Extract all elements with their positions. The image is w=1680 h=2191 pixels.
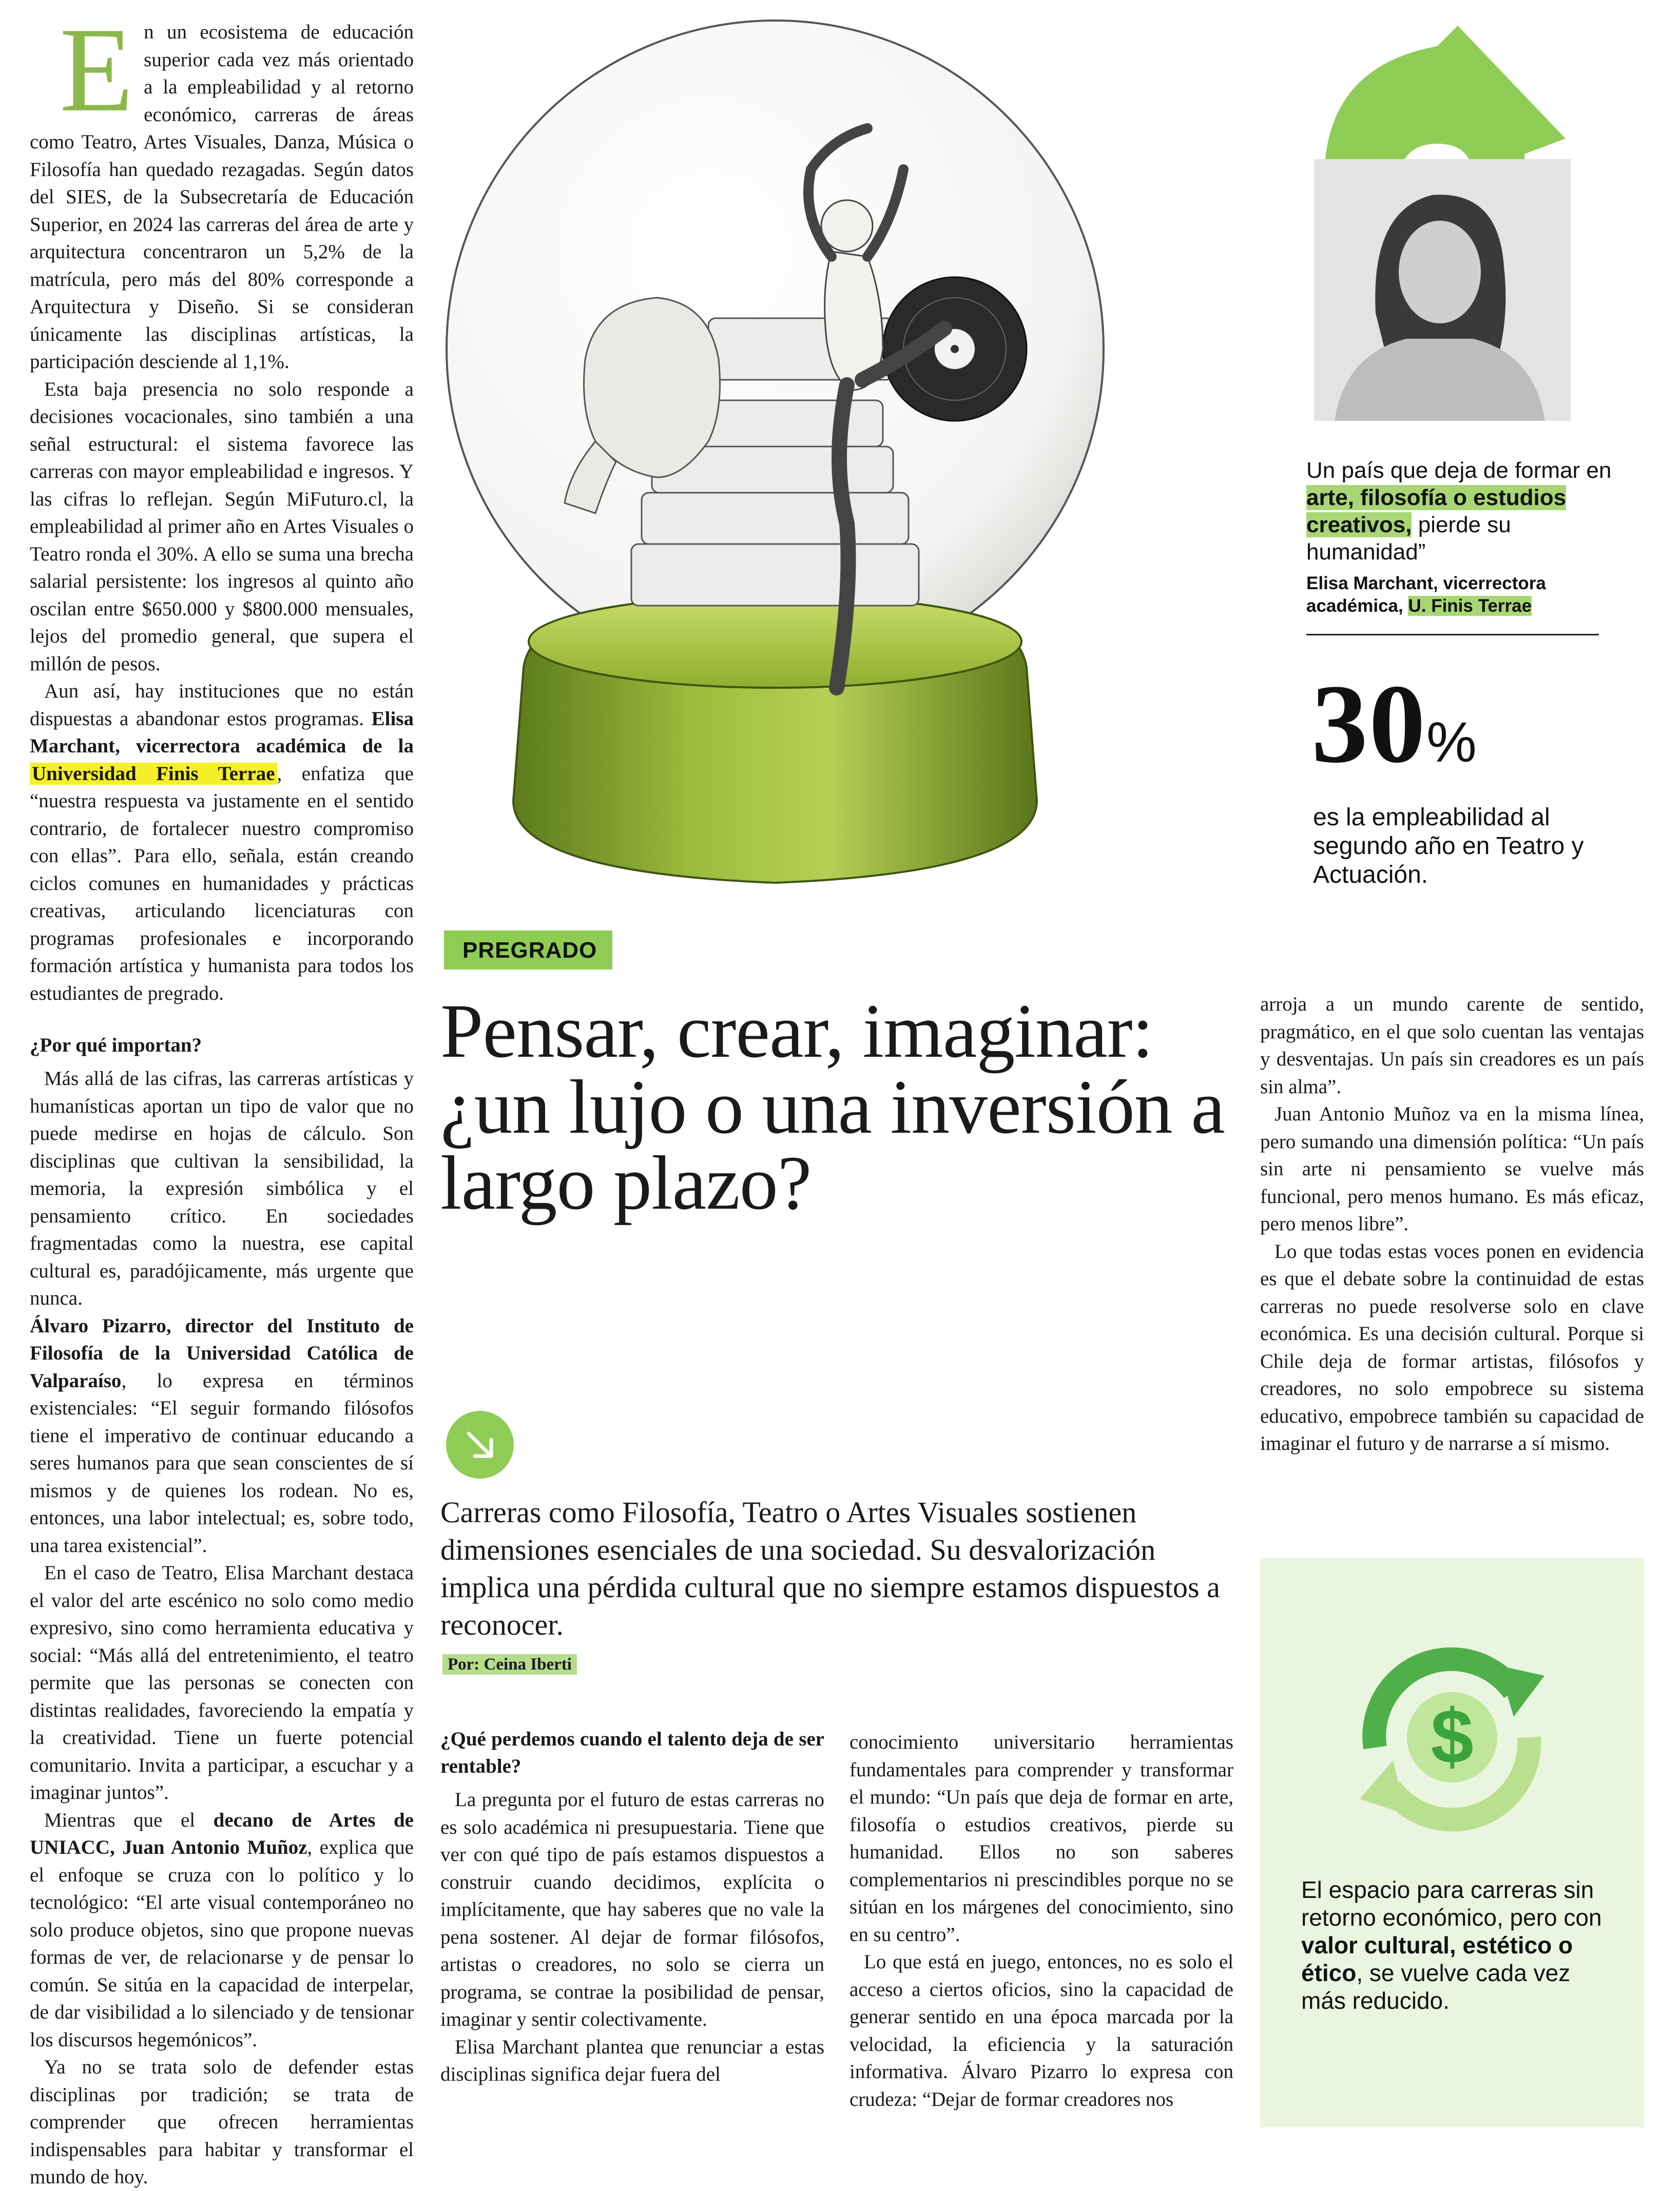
quote-attr-org: U. Finis Terrae [1408,596,1532,616]
col2-paragraph-1: La pregunta por el futuro de estas carreras no es solo académica ni presupuestaria. Tiene que ver con qué tipo de país estamos dispuestos a construir cuando decidimos, explícita o implícitamente, que hay saberes que no vale la pena sostener. Al dejar de formar filósofos, artistas o creadores, no solo se cierra un programa, se contrae la posibilidad de pensar, imaginar y sentir colectivamente. [440,1789,824,2030]
dek-summary: Carreras como Filosofía, Teatro o Artes Visuales sostienen dimensiones esenciales de una sociedad. Su desvalorización implica una pérdida cultural que no siempre estamos dispuestos a reconocer. [440,1496,1220,1641]
callout-box [1260,1558,1644,2127]
col1-paragraph-2: Esta baja presencia no solo responde a decisiones vocacionales, sino también a una señal estructural: el sistema favorece las carreras con mayor empleabilidad e ingresos. Y las cifras lo reflejan. Según MiFuturo.cl, la empleabilidad al primer año en Artes Visuales o Teatro ronda el 30%. A ello se suma una brecha salarial persistente: los ingresos al quinto año oscilan entre $650.000 y $800.000 mensuales, lejos del promedio general, que supera el millón de pesos. [30,378,414,675]
stat-number: 30 [1311,661,1426,786]
byline: Por: Ceina Iberti [442,1654,577,1675]
col1-paragraph-5 [30,1312,414,1560]
column-4 [1260,991,1644,1458]
col1-p5-name: Álvaro Pizarro, director del Instituto de Filosofía de la Universidad Católica de Valparaíso [30,1314,414,1392]
col1-paragraph-7 [30,1807,414,2054]
stat-unit: % [1426,711,1477,774]
col4-paragraph-1: arroja a un mundo carente de sentido, pragmático, en el que solo cuentan las ventajas y desventajas. Un país sin creadores es un país sin alma”. [1260,993,1644,1098]
col1-paragraph-3 [30,677,414,1007]
col1-paragraph-1: n un ecosistema de educación superior cada vez más orientado a la empleabilidad y al retorno económico, carreras de áreas como Teatro, Artes Visuales, Danza, Música o Filosofía han quedado rezagadas. Según datos del SIES, de la Subsecretaría de Educación Superior, en 2024 las carreras del área de arte y arquitectura concentraron un 5,2% de la matrícula, pero más del 80% corresponde a Arquitectura y Diseño. Si se consideran únicamente las disciplinas artísticas, la participación desciende al 1,1%. [30,21,414,373]
column-3 [849,1729,1233,2113]
callout-text-c: , se vuelve cada vez más reducido. [1301,1960,1571,2014]
stat-description: es la empleabilidad al segundo año en Teatro y Actuación. [1313,804,1584,888]
quote-highlight: arte, filosofía o estudios creativos, [1306,485,1567,537]
col1-p7-name: decano de Artes de UNIACC, Juan Antonio Muñoz [30,1809,414,1858]
headline: Pensar, crear, imaginar: ¿un lujo o una inversión a largo plazo? [440,988,1225,1226]
portrait-face [1399,221,1481,323]
arrow-icon-svg [444,1409,516,1481]
pull-quote [1306,457,1614,566]
quote-attribution [1306,572,1614,617]
quote-divider [1306,634,1599,635]
callout-text [1301,1876,1609,2014]
col1-p3-name: Elisa Marchant, vicerrectora académica de la [30,707,414,757]
snow-globe-illustration [441,0,1242,914]
col4-paragraph-3: Lo que todas estas voces ponen en evidencia es que el debate sobre la continuidad de estas carreras no puede resolverse solo en clave económica. Es una decisión cultural. Porque si Chile deja de formar artistas, filósofos y creadores, no solo empobrece su sistema educativo, empobrece también su capacidad de imaginar el futuro y de narrarse a sí mismo. [1260,1240,1644,1455]
stat-block [1311,661,1619,786]
col1-p3-c: , enfatiza que “nuestra respuesta va justamente en el sentido contrario, de fortalecer nuestro compromiso con ellas”. Para ello, señala, están creando ciclos comunes en humanidades y prácticas creativas, articulando licenciaturas con programas profesionales e incorporando formación artística y humanista para todos los estudiantes de pregrado. [30,762,414,1004]
col2-paragraph-2: Elisa Marchant plantea que renunciar a estas disciplinas significa dejar fuera del [440,2035,824,2085]
column-1 [30,3,414,2191]
money-cycle-icon [1344,1635,1560,1840]
section-tag: PREGRADO [444,930,612,970]
col1-paragraph-4: Más allá de las cifras, las carreras artísticas y humanísticas aportan un tipo de valor que no puede medirse en hojas de cálculo. Son disciplinas que cultivan la sensibilidad, la memoria, la expresión simbólica y el pensamiento crítico. En sociedades fragmentadas como la nuestra, ese capital cultural es, paradójicamente, más urgente que nunca. [30,1068,414,1309]
globe-base-top [529,595,1021,688]
quote-text-a: Un país que deja de formar en [1306,458,1612,483]
col1-p7-c: , explica que el enfoque se cruza con lo político y lo tecnológico: “El arte visual contemporáneo no solo produce objetos, sino que propone nuevas formas de ver, de relacionarse y de pensar lo común. Se sitúa en la capacidad de interpelar, de dar visibilidad a lo silenciado y de tensionar los discursos hegemónicos”. [30,1836,414,2051]
col1-p7-a: Mientras que el [44,1809,214,1831]
portrait-svg [1304,26,1581,421]
subhead-por-que-importan: ¿Por qué importan? [30,1034,202,1056]
col3-paragraph-2: Lo que está en juego, entonces, no es solo el acceso a ciertos oficios, sino la capacidad de generar sentido en una época marcada por la velocidad, la eficiencia y la saturación informativa. Álvaro Pizarro lo expresa con crudeza: “Dejar de formar creadores nos [849,1951,1233,2110]
subhead-que-perdemos: ¿Qué perdemos cuando el talento deja de ser rentable? [440,1728,824,1777]
snow-globe-svg [441,0,1242,914]
finis-terrae-highlight: Universidad Finis Terrae [30,763,277,785]
col4-paragraph-2: Juan Antonio Muñoz va en la misma línea, pero sumando una dimensión política: “Un país sin arte ni pensamiento se vuelve más funcional, pero menos humano. Es más eficaz, pero menos libre”. [1260,1103,1644,1235]
col3-paragraph-1: conocimiento universitario herramientas fundamentales para comprender y transformar el mundo: “Un país que deja de formar en arte, filosofía o estudios creativos, pierde su humanidad. Ellos no son saberes complementarios ni prescindibles porque no se sitúan en los márgenes del conocimiento, sino en su centro”. [849,1731,1233,1946]
drop-cap: E [60,3,134,137]
arrow-down-right-icon [444,1409,516,1481]
col1-p5-c: , lo expresa en términos existenciales: “El seguir formando filósofos tiene el imperativo de continuar educando a seres humanos para que sean conscientes de sí mismos y de quienes los rodean. No es, entonces, una labor intelectual; es, sobre todo, una tarea existencial”. [30,1369,414,1557]
byline-block [442,1655,577,1674]
callout-text-bold: valor cultural, estético o ético [1301,1932,1573,1986]
col1-paragraph-6: En el caso de Teatro, Elisa Marchant destaca el valor del arte escénico no solo como medio expresivo, sino como herramienta educativa y social: “Más allá del entretenimiento, el teatro permite que las personas se conecten con distintas realidades, favoreciendo la empatía y la creatividad. Tiene un fuerte potencial comunitario. Invita a participar, a escuchar y a imaginar juntos”. [30,1562,414,1804]
quote-text-c: pierde su humanidad” [1306,512,1511,565]
quote-attr-name: Elisa Marchant, vicerrectora académica, [1306,573,1546,616]
callout-text-a: El espacio para carreras sin retorno económico, pero con [1301,1876,1602,1931]
column-2 [440,1725,824,2088]
svg-text:$: $ [1431,1693,1474,1779]
col1-p3-a: Aun así, hay instituciones que no están dispuestas a abandonar estos programas. [30,680,414,730]
portrait-block [1304,26,1581,421]
col1-paragraph-8: Ya no se trata solo de defender estas disciplinas por tradición; se trata de comprender que ofrecen herramientas indispensables para habitar y transformar el mundo de hoy. [30,2056,414,2188]
